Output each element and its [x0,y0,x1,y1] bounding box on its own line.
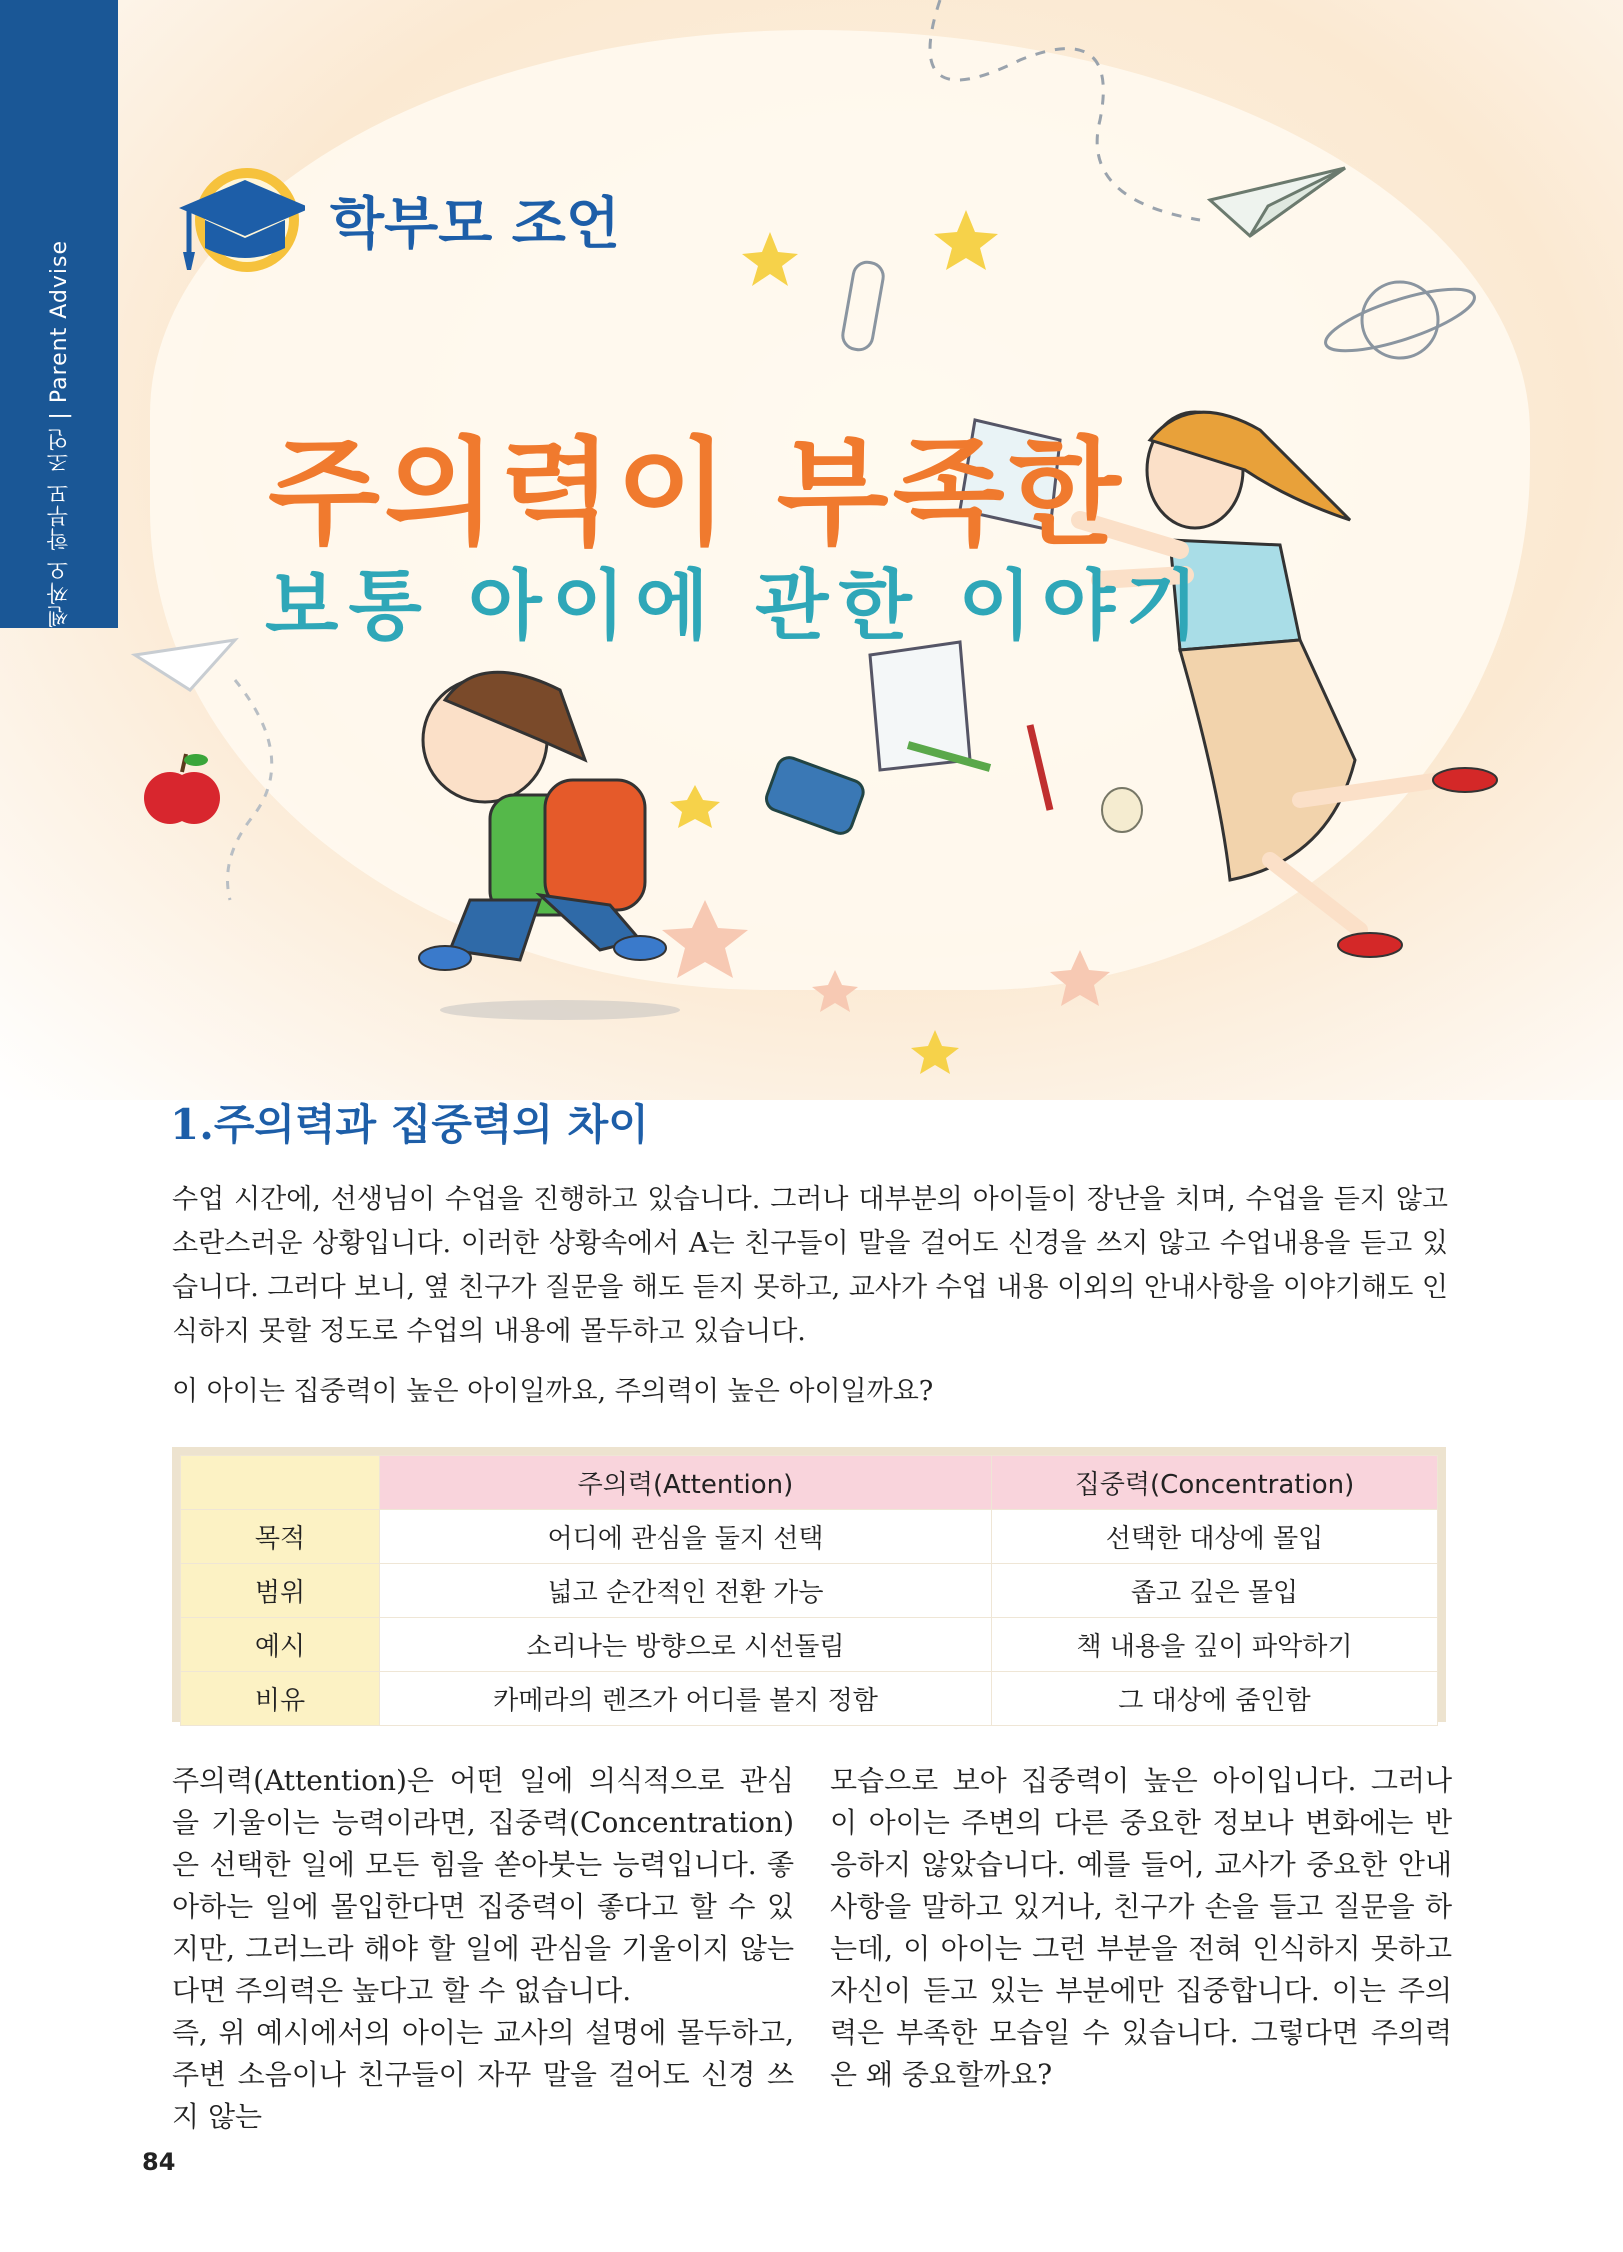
table-row [181,1672,1438,1726]
sidebar-label: 쎈짜오 학부모 조언 | Parent Advise [46,240,72,628]
body-paragraph: 모습으로 보아 집중력이 높은 아이입니다. 그러나 이 아이는 주변의 다른 중요한 정보나 변화에는 반응하지 않았습니다. 예를 들어, 교사가 중요한 안내사항을 말하고 있거나, 친구가 손을 들고 질문을 하는데, 이 아이는 그런 부분을 전혀 인식하지 못하고 자신이 듣고 있는 부분에만 집중합니다. 이는 주의력은 부족한 모습일 수 있습니다. 그렇다면 주의력은 왜 중요할까요? [830,1764,1452,2091]
intro-paragraph: 수업 시간에, 선생님이 수업을 진행하고 있습니다. 그러나 대부분의 아이들이 장난을 치며, 수업을 듣지 않고 소란스러운 상황입니다. 이러한 상황속에서 A는 친구들이 말을 걸어도 신경을 쓰지 않고 수업내용을 듣고 있습니다. 그러다 보니, 옆 친구가 질문을 해도 듣지 못하고, 교사가 수업 내용 이외의 안내사항을 이야기해도 인식하지 못할 정도로 수업의 내용에 몰두하고 있습니다. [172,1184,1449,1347]
row-label: 범위 [181,1564,380,1618]
section-tag: 학부모 조언 [330,192,620,257]
body-right-column [830,1760,1452,2096]
teacher-character [1080,412,1497,957]
star-icon [662,900,1110,1012]
table-row [181,1618,1438,1672]
row-label: 예시 [181,1618,380,1672]
table-cell: 어디에 관심을 둘지 선택 [380,1510,992,1564]
paper-plane-icon [1210,168,1345,236]
row-label: 목적 [181,1510,380,1564]
page-number: 84 [142,2148,176,2176]
table-header-cell [181,1456,380,1510]
body-left-column [172,1760,794,2138]
paper-plane-icon [135,640,235,690]
planet-icon [1320,277,1481,363]
table-header-cell: 주의력(Attention) [380,1456,992,1510]
section-heading: 1.주의력과 집중력의 차이 [170,1100,649,1149]
table-cell: 소리나는 방향으로 시선돌림 [380,1618,992,1672]
table-row [181,1564,1438,1618]
table-cell: 선택한 대상에 몰입 [991,1510,1437,1564]
table-header-cell: 집중력(Concentration) [991,1456,1437,1510]
table-header-row [181,1456,1438,1510]
body-paragraph: 주의력(Attention)은 어떤 일에 의식적으로 관심을 기울이는 능력이라면, 집중력(Concentration)은 선택한 일에 모든 힘을 쏟아붓는 능력입니다. 좋아하는 일에 몰입한다면 집중력이 좋다고 할 수 있지만, 그러느라 해야 할 일에 관심을 기울이지 않는다면 주의력은 높다고 할 수 없습니다. [172,1764,794,2007]
table-cell: 책 내용을 깊이 파악하기 [991,1618,1437,1672]
table-cell: 카메라의 렌즈가 어디를 볼지 정함 [380,1672,992,1726]
apple-icon [144,754,220,824]
table-row [181,1510,1438,1564]
dashed-path [930,0,1200,220]
boy-character [419,672,680,1020]
table-cell: 그 대상에 줌인함 [991,1672,1437,1726]
table-cell: 넓고 순간적인 전환 가능 [380,1564,992,1618]
body-paragraph: 즉, 위 예시에서의 아이는 교사의 설명에 몰두하고, 주변 소음이나 친구들이 자꾸 말을 걸어도 신경 쓰지 않는 [172,2016,794,2133]
row-label: 비유 [181,1672,380,1726]
page-title: 주의력이 부족한 [268,426,1125,561]
test-tube-icon [841,260,886,352]
table-cell: 좁고 깊은 몰입 [991,1564,1437,1618]
page-subtitle: 보통 아이에 관한 이야기 [265,561,1209,650]
comparison-table [172,1447,1446,1722]
question-paragraph: 이 아이는 집중력이 높은 아이일까요, 주의력이 높은 아이일까요? [172,1376,934,1407]
